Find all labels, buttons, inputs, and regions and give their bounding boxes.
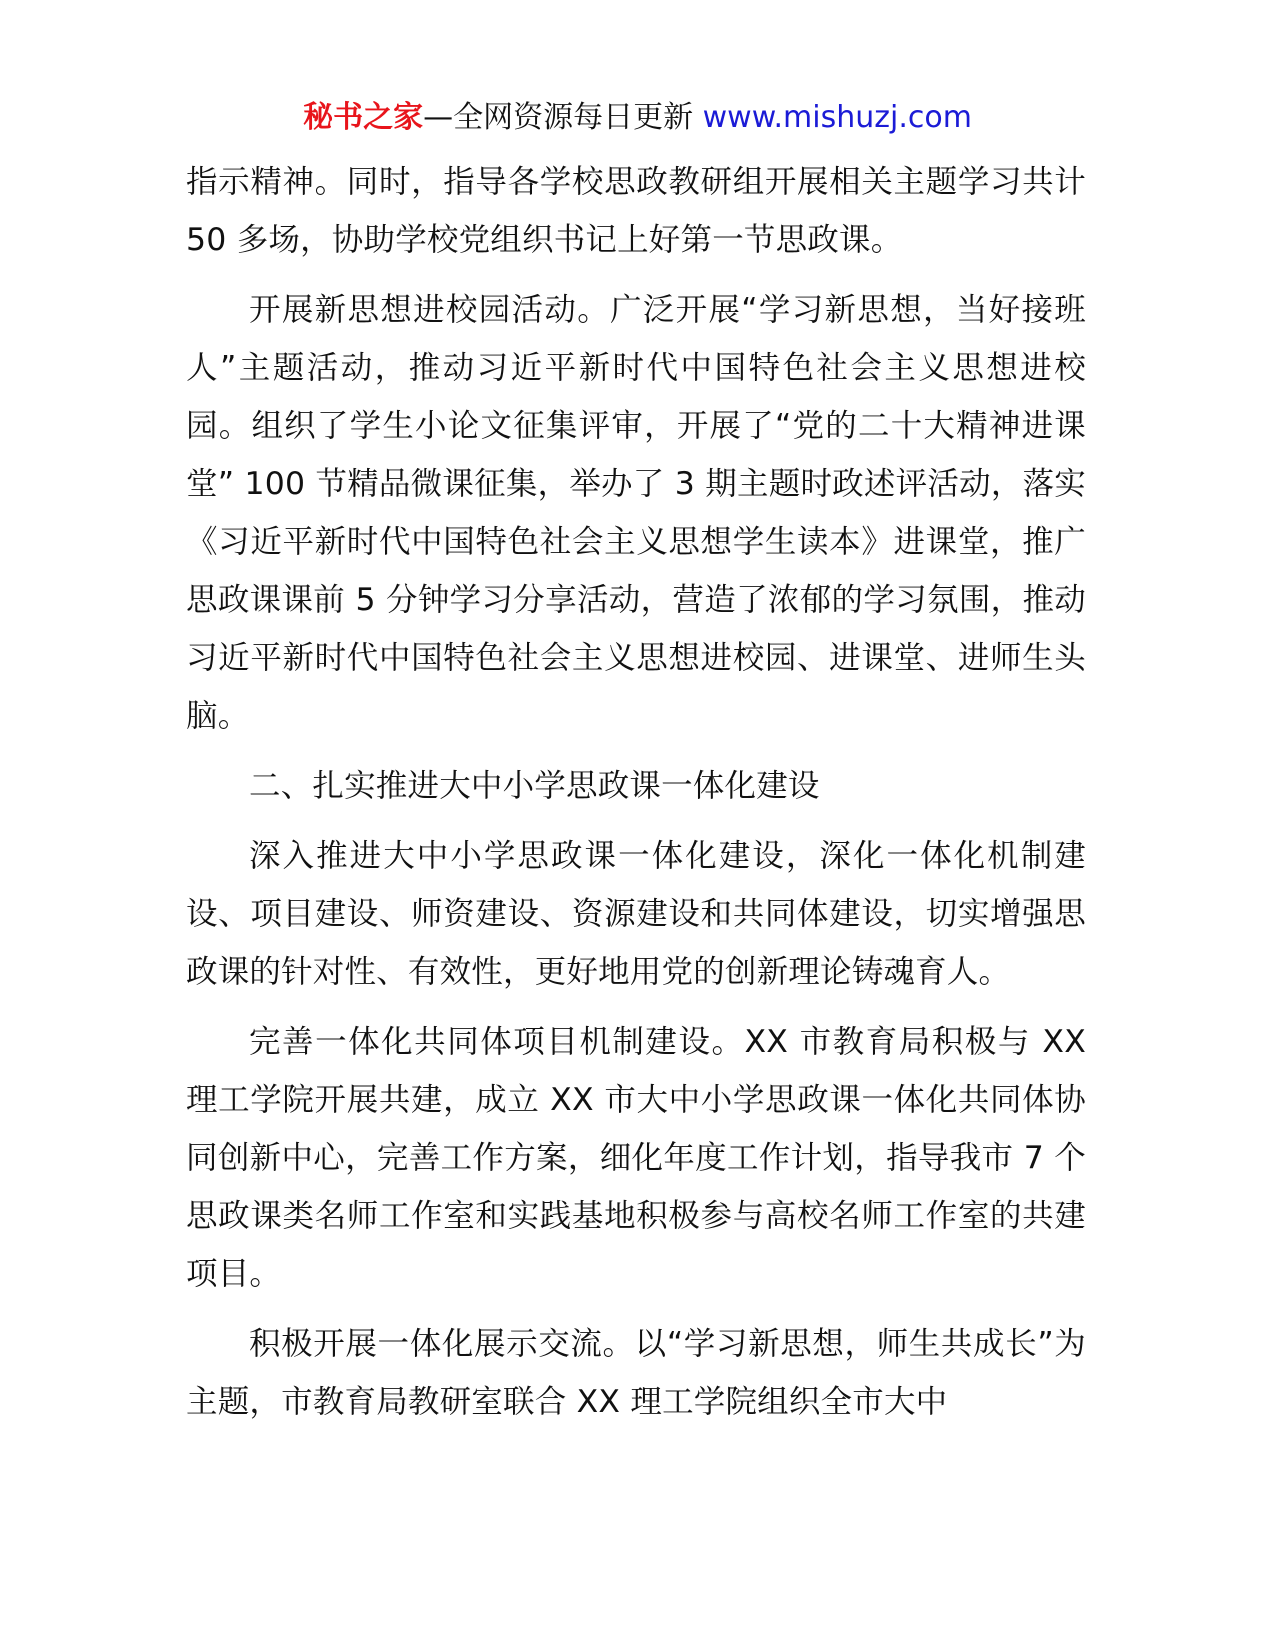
site-header (0, 98, 1275, 138)
paragraph-new-thought-campus: 开展新思想进校园活动。广泛开展“学习新思想，当好接班人”主题活动，推动习近平新时代中国特色社会主义思想进校园。组织了学生小论文征集评审，开展了“党的二十大精神进课堂” 100 节精品微课征集，举办了 3 期主题时政述评活动，落实《习近平新时代中国特色社会主义思想学生读本》进课堂，推广思政课课前 5 分钟学习分享活动，营造了浓郁的学习氛围，推动习近平新时代中国特色社会主义思想进校园、进课堂、进师生头脑。 (186, 292, 1086, 734)
paragraph-community-mechanism: 完善一体化共同体项目机制建设。XX 市教育局积极与 XX 理工学院开展共建，成立 XX 市大中小学思政课一体化共同体协同创新中心，完善工作方案，细化年度工作计划，指导我市 7 个思政课类名师工作室和实践基地积极参与高校名师工作室的共建项目。 (186, 1024, 1086, 1292)
site-brand: 秘书之家 (303, 100, 424, 135)
paragraph-exchange: 积极开展一体化展示交流。以“学习新思想，师生共成长”为主题，市教育局教研室联合 XX 理工学院组织全市大中 (186, 1326, 1086, 1420)
section-heading: 二、扎实推进大中小学思政课一体化建设 (249, 768, 820, 804)
paragraph-integration-overview: 深入推进大中小学思政课一体化建设，深化一体化机制建设、项目建设、师资建设、资源建设和共同体建设，切实增强思政课的针对性、有效性，更好地用党的创新理论铸魂育人。 (186, 838, 1086, 990)
site-url-link[interactable]: www.mishuzj.com (702, 100, 972, 135)
site-tagline: —全网资源每日更新 (423, 100, 694, 135)
paragraph-continuation: 指示精神。同时，指导各学校思政教研组开展相关主题学习共计 50 多场，协助学校党组织书记上好第一节思政课。 (186, 164, 1086, 258)
document-body (186, 153, 1086, 1431)
